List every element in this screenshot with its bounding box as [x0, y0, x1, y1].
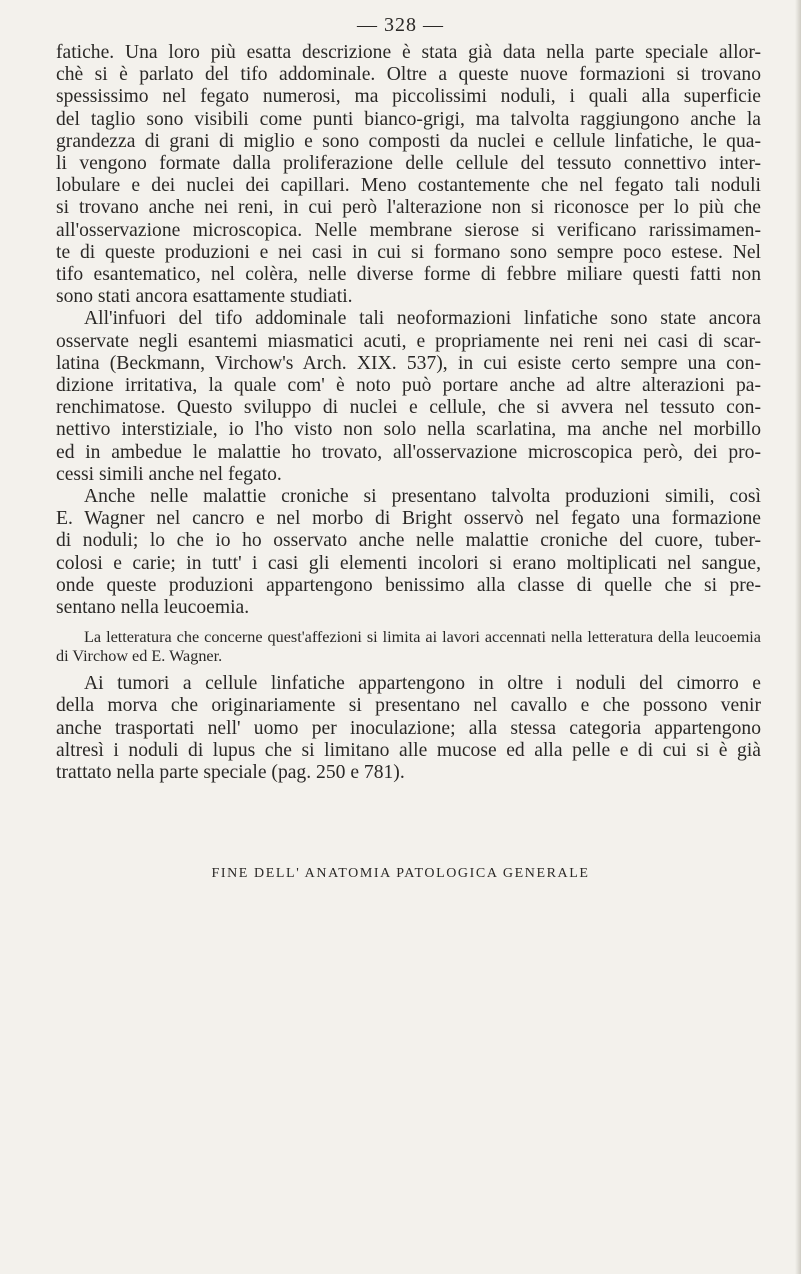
text-line: Anche nelle malattie croniche si presentano talvolta produzioni simili, così: [84, 486, 761, 508]
text-line: trattato nella parte speciale (pag. 250 e 781).: [56, 761, 405, 783]
text-line: altresì i noduli di lupus che si limitano alle mucose ed alla pelle e di cui si è già: [56, 739, 761, 761]
text-line: li vengono formate dalla proliferazione delle cellule del tessuto connettivo inter-: [56, 153, 761, 175]
paragraph-1: [56, 42, 761, 308]
text-line: sentano nella leucoemia.: [56, 597, 250, 619]
text-line: colosi e carie; in tutt' i casi gli elementi incolori si erano moltiplicati nel sangue,: [56, 552, 761, 574]
text-line: onde queste produzioni appartengono benissimo alla classe di quelle che si pre-: [56, 574, 761, 596]
text-line: del taglio sono visibili come punti bianco-grigi, ma talvolta raggiungono anche la: [56, 108, 761, 130]
page-number: — 328 —: [357, 14, 444, 36]
text-line: nettivo interstiziale, io l'ho visto non solo nella scarlatina, ma anche nel morbillo: [56, 419, 761, 441]
text-line: della morva che originariamente si presentano nel cavallo e che possono venir: [56, 695, 761, 717]
page-edge-shadow: [795, 0, 801, 1274]
paragraph-3: [56, 486, 761, 619]
text-line: te di queste produzioni e nei casi in cui si formano sono sempre poco estese. Nel: [56, 241, 761, 263]
text-line: osservate negli esantemi miasmatici acuti, e propriamente nei reni nei casi di scar-: [56, 330, 761, 352]
text-line: sono stati ancora esattamente studiati.: [56, 286, 353, 308]
text-line: All'infuori del tifo addominale tali neoformazioni linfatiche sono state ancora: [84, 308, 761, 330]
paragraph-4: [56, 673, 761, 784]
text-line: ed in ambedue le malattie ho trovato, all'osservazione microscopica però, dei pro-: [56, 441, 761, 463]
footnote-line: La letteratura che concerne quest'affezioni si limita ai lavori accennati nella letteratura della leucoemia: [84, 628, 761, 647]
closing-title: FINE DELL' ANATOMIA PATOLOGICA GENERALE: [211, 866, 590, 881]
text-line: Ai tumori a cellule linfatiche appartengono in oltre i noduli del cimorro e: [84, 673, 761, 695]
paragraph-2: [56, 308, 761, 486]
text-line: di noduli; lo che io ho osservato anche nelle malattie croniche del cuore, tuber-: [56, 530, 761, 552]
footnote-line: di Virchow ed E. Wagner.: [56, 646, 223, 665]
text-line: anche trasportati nell' uomo per inoculazione; alla stessa categoria appartengono: [56, 717, 761, 739]
text-line: grandezza di grani di miglio e sono composti da nuclei e cellule linfatiche, le qua-: [56, 130, 761, 152]
text-line: chè si è parlato del tifo addominale. Oltre a queste nuove formazioni si trovano: [56, 64, 761, 86]
text-line: dizione irritativa, la quale com' è noto può portare anche ad altre alterazioni pa-: [56, 375, 761, 397]
text-line: cessi simili anche nel fegato.: [56, 463, 282, 485]
text-line: all'osservazione microscopica. Nelle membrane sierose si verificano rarissimamen-: [56, 219, 761, 241]
text-line: lobulare e dei nuclei dei capillari. Meno costantemente che nel fegato tali noduli: [56, 175, 761, 197]
text-line: renchimatose. Questo sviluppo di nuclei e cellule, che si avvera nel tessuto con-: [56, 397, 761, 419]
text-line: spessissimo nel fegato numerosi, ma piccolissimi noduli, i quali alla superficie: [56, 86, 761, 108]
body-text: [56, 42, 761, 784]
text-line: fatiche. Una loro più esatta descrizione è stata già data nella parte speciale allor-: [56, 42, 761, 63]
text-line: latina (Beckmann, Virchow's Arch. XIX. 537), in cui esiste certo sempre una con-: [56, 352, 761, 374]
text-line: E. Wagner nel cancro e nel morbo di Bright osservò nel fegato una formazione: [56, 508, 761, 530]
footnote: [56, 628, 761, 665]
text-line: si trovano anche nei reni, in cui però l'alterazione non si riconosce per lo più che: [56, 197, 761, 219]
text-line: tifo esantematico, nel colèra, nelle diverse forme di febbre miliare questi fatti non: [56, 264, 761, 286]
